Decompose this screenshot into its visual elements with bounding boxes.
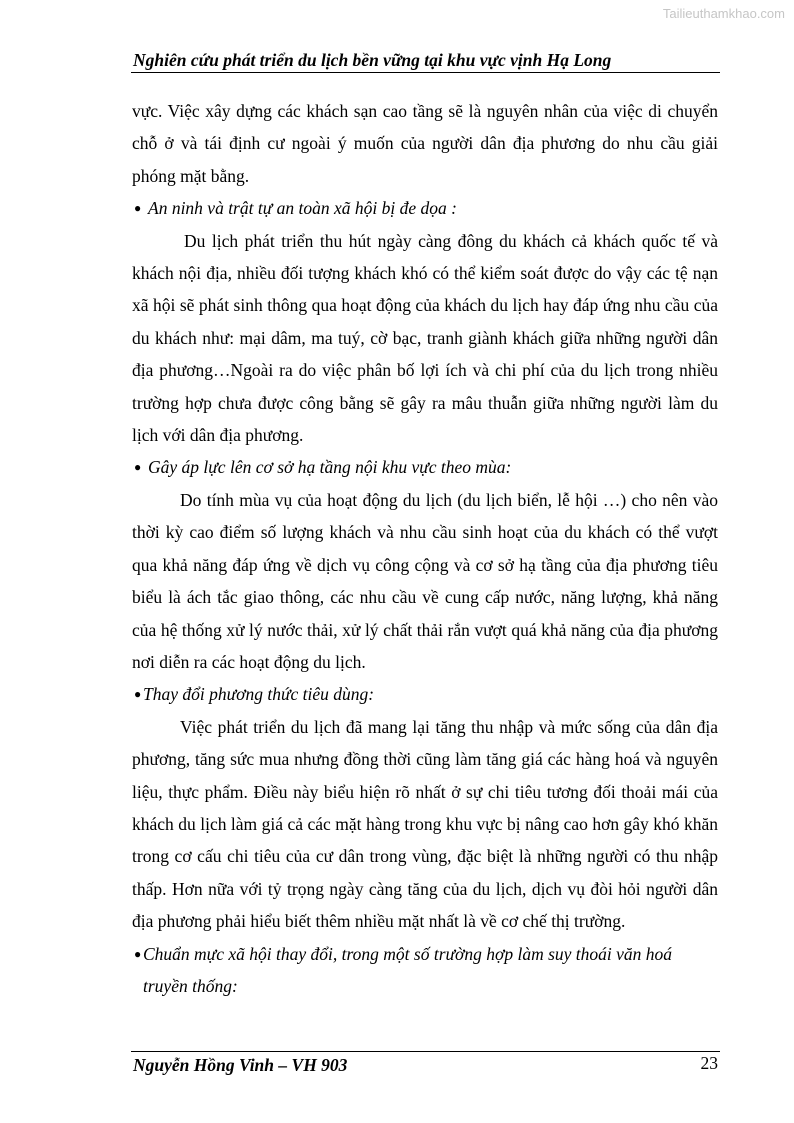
paragraph-continuation: vực. Việc xây dựng các khách sạn cao tầng sẽ là nguyên nhân của việc di chuyển chỗ ở và tái định cư ngoài ý muốn của người dân địa phương do nhu cầu giải phóng mặt bằng. [132,101,718,186]
bullet-social-norms-text: Chuẩn mực xã hội thay đổi, trong một số trường hợp làm suy thoái văn hoá truyền thống: [143,943,673,997]
bullet-icon: ● [134,201,142,216]
paragraph-security: Du lịch phát triển thu hút ngày càng đông du khách cả khách quốc tế và khách nội địa, nhiều đối tượng khách khó có thể kiểm soát được do vậy các tệ nạn xã hội sẽ phát sinh thông qua hoạt động của khách du lịch hay đáp ứng nhu cầu của du khách như: mại dâm, ma tuý, cờ bạc, tranh giành khách giữa những người dân địa phương…Ngoài ra do việc phân bố lợi ích và chi phí của du lịch trong nhiều trường hợp chưa được công bằng sẽ gây ra mâu thuẫn giữa những người làm du lịch với dân địa phương. [132,230,718,446]
bullet-infrastructure-text: Gây áp lực lên cơ sở hạ tầng nội khu vực theo mùa: [148,457,512,478]
bullet-security-text: An ninh và trật tự an toàn xã hội bị đe dọa : [148,198,457,219]
paragraph-consumption: Việc phát triển du lịch đã mang lại tăng thu nhập và mức sống của dân địa phương, tăng sức mua nhưng đồng thời cũng làm tăng giá các hàng hoá và nguyên liệu, thực phẩm. Điều này biểu hiện rõ nhất ở sự chi tiêu tương đối thoải mái của khách du lịch làm giá cả các mặt hàng trong khu vực bị nâng cao hơn gây khó khăn trong cơ cấu chi tiêu của cư dân trong vùng, đặc biệt là những người có thu nhập thấp. Hơn nữa với tỷ trọng ngày càng tăng của du lịch, dịch vụ đòi hỏi người dân địa phương phải hiểu biết thêm nhiều mặt nhất là về cơ chế thị trường. [132,716,718,932]
running-header-title: Nghiên cứu phát triển du lịch bền vững tại khu vực vịnh Hạ Long [133,50,612,70]
bullet-icon: ● [134,946,142,961]
page-number: 23 [700,1053,718,1073]
page-body [132,95,718,1003]
footer-divider [131,1051,720,1052]
paragraph-infrastructure: Do tính mùa vụ của hoạt động du lịch (du lịch biển, lễ hội …) cho nên vào thời kỳ cao điểm số lượng khách và nhu cầu sinh hoạt của du khách có thể vượt qua khả năng đáp ứng về dịch vụ công cộng và cơ sở hạ tầng của địa phương tiêu biểu là ách tắc giao thông, các nhu cầu về cung cấp nước, năng lượng, khả năng của hệ thống xử lý nước thải, xử lý chất thải rắn vượt quá khả năng của địa phương nơi diễn ra các hoạt động du lịch. [132,489,718,672]
bullet-security [132,192,718,224]
bullet-infrastructure [132,451,718,483]
footer-author: Nguyễn Hồng Vinh – VH 903 [133,1055,348,1075]
bullet-consumption [132,678,718,710]
bullet-icon: ● [134,460,142,475]
watermark: Tailieuthamkhao.com [662,6,785,21]
bullet-consumption-text: Thay đổi phương thức tiêu dùng: [143,684,375,705]
bullet-icon: ● [134,687,142,702]
header-divider [131,72,720,73]
bullet-social-norms [132,938,718,1003]
